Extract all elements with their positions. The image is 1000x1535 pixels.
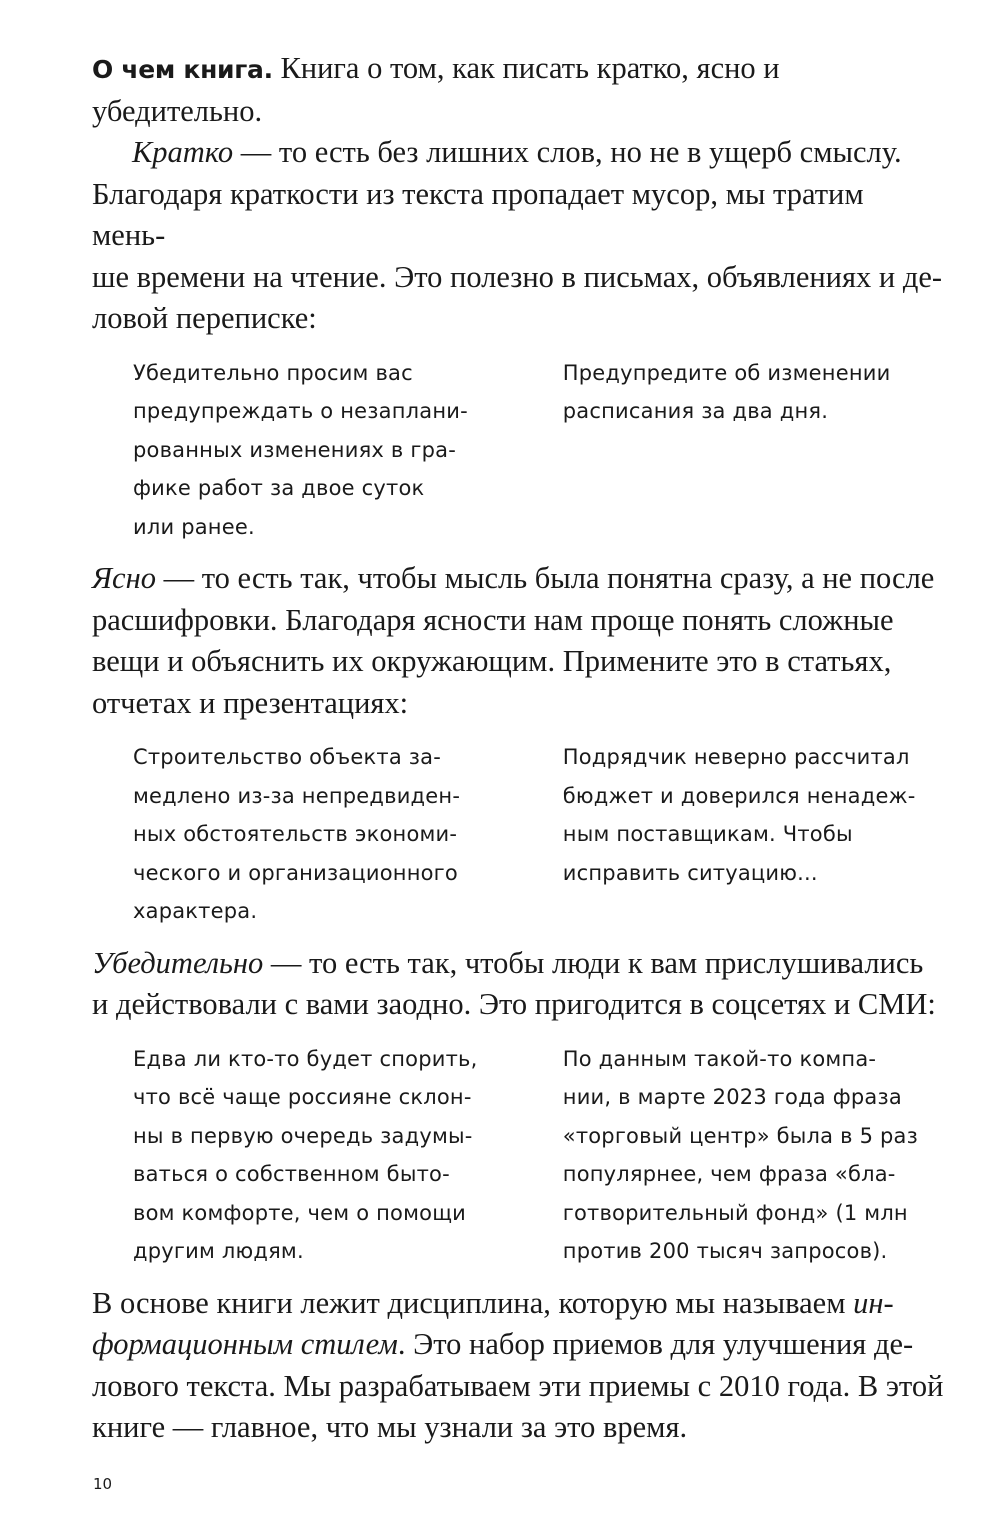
example-line: Едва ли кто-то будет спорить, [133,1046,478,1071]
intro-line-1: Книга о том, как писать кратко, ясно и убедительно. [92,51,780,128]
example-line: рованных изменениях в гра- [133,437,456,462]
example-line: медлено из-за непредвиден- [133,783,461,808]
intro-line: ловой переписке: [92,301,317,335]
term-infostyle-part1: ин- [853,1285,894,1320]
example-line: Убедительно просим вас [133,360,413,385]
example-line: нии, в марте 2023 года фраза [562,1085,902,1109]
page-number: 10 [93,1475,113,1493]
example-pair-persuasion [133,1040,944,1271]
clarity-line: расшифровки. Благодаря ясности нам проще понять сложные [92,602,894,637]
example-line: Предупредите об изменении [562,360,891,385]
persuasion-line: и действовали с вами заодно. Это пригодится в соцсетях и СМИ: [92,987,936,1021]
example-line: популярнее, чем фраза «бла- [562,1162,896,1186]
intro-line: Благодаря краткости из текста пропадает мусор, мы тратим мень- [92,176,864,252]
example-line: вом комфорте, чем о помощи [133,1200,467,1225]
example-line: По данным такой-то компа- [562,1046,877,1071]
clarity-line: вещи и объяснить их окружающим. Примените это в статьях, [92,644,892,678]
example-line: или ранее. [133,514,255,539]
clarity-line: — то есть так, чтобы мысль была понятна сразу, а не после [155,561,935,595]
intro-line: ше времени на чтение. Это полезно в письмах, объявлениях и де- [92,259,943,294]
persuasion-paragraph [92,943,944,1026]
example-line: ным поставщикам. Чтобы [562,822,853,846]
example-line: бюджет и доверился ненадеж- [562,783,916,808]
example-line: ных обстоятельств экономи- [133,822,458,846]
example-after [563,738,944,931]
example-line: Строительство объекта за- [133,745,441,769]
example-line: Подрядчик неверно рассчитал [562,745,910,769]
clarity-paragraph [92,558,944,724]
example-line: что всё чаще россияне склон- [133,1085,472,1109]
example-line: против 200 тысяч запросов). [562,1239,888,1263]
conclusion-line: книге — главное, что мы узнали за это время. [92,1410,688,1444]
conclusion-line: . Это набор приемов для улучшения де- [397,1327,914,1361]
example-pair-clarity [133,738,944,931]
example-line: ны в первую очередь задумы- [133,1123,473,1148]
term-ubeditelno: Убедительно [92,945,264,980]
example-line: исправить ситуацию... [562,860,818,885]
intro-heading: О чем книга. [92,55,273,84]
example-after [563,354,944,547]
conclusion-paragraph [92,1283,944,1449]
page-content [92,48,944,1449]
intro-line: — то есть без лишних слов, но не в ущерб смыслу. [233,135,902,169]
persuasion-line: — то есть так, чтобы люди к вам прислушивались [263,945,924,980]
example-before [133,738,563,931]
conclusion-line: В основе книги лежит дисциплина, которую мы называем [92,1285,854,1320]
term-kratko: Кратко [132,135,234,169]
example-line: ваться о собственном быто- [133,1162,450,1186]
example-before [133,1040,563,1271]
example-line: характера. [133,899,258,923]
example-line: готворительный фонд» (1 млн [562,1200,908,1225]
example-line: предупреждать о незаплани- [133,399,468,423]
example-line: расписания за два дня. [562,399,829,423]
example-pair-brevity [133,354,944,547]
conclusion-line: лового текста. Мы разрабатываем эти приемы с 2010 года. В этой [92,1368,944,1403]
example-line: фике работ за двое суток [133,476,425,500]
term-yasno: Ясно [92,561,156,595]
example-after [563,1040,944,1271]
term-infostyle-part2: формационным стилем [92,1327,398,1361]
intro-paragraph [92,48,944,340]
example-line: другим людям. [133,1239,304,1263]
example-before [133,354,563,547]
example-line: ческого и организационного [133,860,458,885]
example-line: «торговый центр» была в 5 раз [562,1123,918,1148]
clarity-line: отчетах и презентациях: [92,685,409,720]
